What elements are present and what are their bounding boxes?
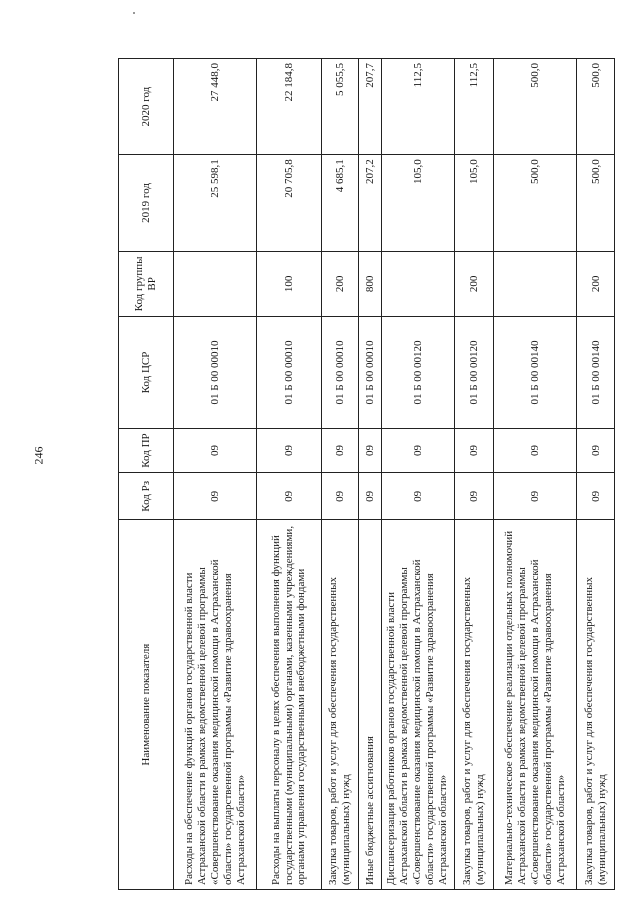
rotated-table-frame — [118, 58, 615, 890]
row-name: Закупка товаров, работ и услуг для обеспечения государственных (муниципальных) нужд — [321, 520, 358, 890]
row-2019: 4 685,1 — [321, 155, 358, 251]
row-pr: 09 — [174, 428, 257, 473]
row-rz: 09 — [257, 473, 322, 520]
table-header-row — [119, 59, 174, 890]
row-2020: 27 448,0 — [174, 59, 257, 155]
row-2019: 207,2 — [359, 155, 382, 251]
table-row — [321, 59, 358, 890]
header-vr: Код группы ВР — [119, 251, 174, 317]
row-vr: 200 — [321, 251, 358, 317]
row-vr: 100 — [257, 251, 322, 317]
row-csr: 01 Б 00 00010 — [321, 317, 358, 429]
row-csr: 01 Б 00 00140 — [577, 317, 615, 429]
table-row — [257, 59, 322, 890]
row-pr: 09 — [321, 428, 358, 473]
row-vr — [494, 251, 577, 317]
table-row — [454, 59, 494, 890]
row-rz: 09 — [382, 473, 455, 520]
header-pr: Код ПР — [119, 428, 174, 473]
row-csr: 01 Б 00 00010 — [174, 317, 257, 429]
row-rz: 09 — [359, 473, 382, 520]
row-2019: 25 598,1 — [174, 155, 257, 251]
row-pr: 09 — [494, 428, 577, 473]
row-2020: 112,5 — [382, 59, 455, 155]
budget-table-container — [118, 58, 615, 890]
header-name: Наименование показателя — [119, 520, 174, 890]
row-pr: 09 — [257, 428, 322, 473]
scan-artifact-dot — [133, 12, 135, 14]
row-vr — [174, 251, 257, 317]
row-rz: 09 — [174, 473, 257, 520]
page-number: 246 — [31, 446, 46, 465]
row-name: Расходы на обеспечение функций органов государственной власти Астраханской области в рамках ведомственной целевой программы «Совершенствование оказания медицинской помощи в Астраханской области» государственной программы «Развитие здравоохранения Астраханской области» — [174, 520, 257, 890]
row-2020: 22 184,8 — [257, 59, 322, 155]
table-row — [174, 59, 257, 890]
row-rz: 09 — [454, 473, 494, 520]
row-vr — [382, 251, 455, 317]
row-csr: 01 Б 00 00120 — [454, 317, 494, 429]
row-2019: 105,0 — [454, 155, 494, 251]
row-2020: 500,0 — [577, 59, 615, 155]
row-vr: 200 — [577, 251, 615, 317]
row-pr: 09 — [577, 428, 615, 473]
row-2019: 105,0 — [382, 155, 455, 251]
row-csr: 01 Б 00 00120 — [382, 317, 455, 429]
table-row — [577, 59, 615, 890]
row-vr: 200 — [454, 251, 494, 317]
row-vr: 800 — [359, 251, 382, 317]
header-rz: Код Рз — [119, 473, 174, 520]
row-pr: 09 — [382, 428, 455, 473]
row-2019: 500,0 — [577, 155, 615, 251]
row-name: Иные бюджетные ассигнования — [359, 520, 382, 890]
header-2020: 2020 год — [119, 59, 174, 155]
budget-table — [118, 58, 615, 890]
row-name: Материально-техническое обеспечение реализации отдельных полномочий Астраханской области в рамках ведомственной целевой программы «Совершенствование оказания медицинской помощи в Астраханской области» государственной программы «Развитие здравоохранения Астраханской области» — [494, 520, 577, 890]
row-rz: 09 — [321, 473, 358, 520]
row-2020: 5 055,5 — [321, 59, 358, 155]
row-2020: 207,7 — [359, 59, 382, 155]
row-2019: 500,0 — [494, 155, 577, 251]
header-csr: Код ЦСР — [119, 317, 174, 429]
row-pr: 09 — [359, 428, 382, 473]
row-2020: 500,0 — [494, 59, 577, 155]
table-row — [382, 59, 455, 890]
table-row — [494, 59, 577, 890]
table-row — [359, 59, 382, 890]
row-csr: 01 Б 00 00010 — [257, 317, 322, 429]
row-rz: 09 — [577, 473, 615, 520]
row-csr: 01 Б 00 00140 — [494, 317, 577, 429]
row-csr: 01 Б 00 00010 — [359, 317, 382, 429]
row-name: Расходы на выплаты персоналу в целях обеспечения выполнения функций государственными (муниципальными) органами, казенными учреждениями, органами управления государственными внебюджетными фондами — [257, 520, 322, 890]
row-2019: 20 705,8 — [257, 155, 322, 251]
row-name: Закупка товаров, работ и услуг для обеспечения государственных (муниципальных) нужд — [577, 520, 615, 890]
row-rz: 09 — [494, 473, 577, 520]
row-pr: 09 — [454, 428, 494, 473]
row-name: Закупка товаров, работ и услуг для обеспечения государственных (муниципальных) нужд — [454, 520, 494, 890]
row-2020: 112,5 — [454, 59, 494, 155]
header-2019: 2019 год — [119, 155, 174, 251]
row-name: Диспансеризация работников органов государственной власти Астраханской области в рамках ведомственной целевой программы «Совершенствование оказания медицинской помощи в Астраханской области» государственной программы «Развитие здравоохранения Астраханской области» — [382, 520, 455, 890]
